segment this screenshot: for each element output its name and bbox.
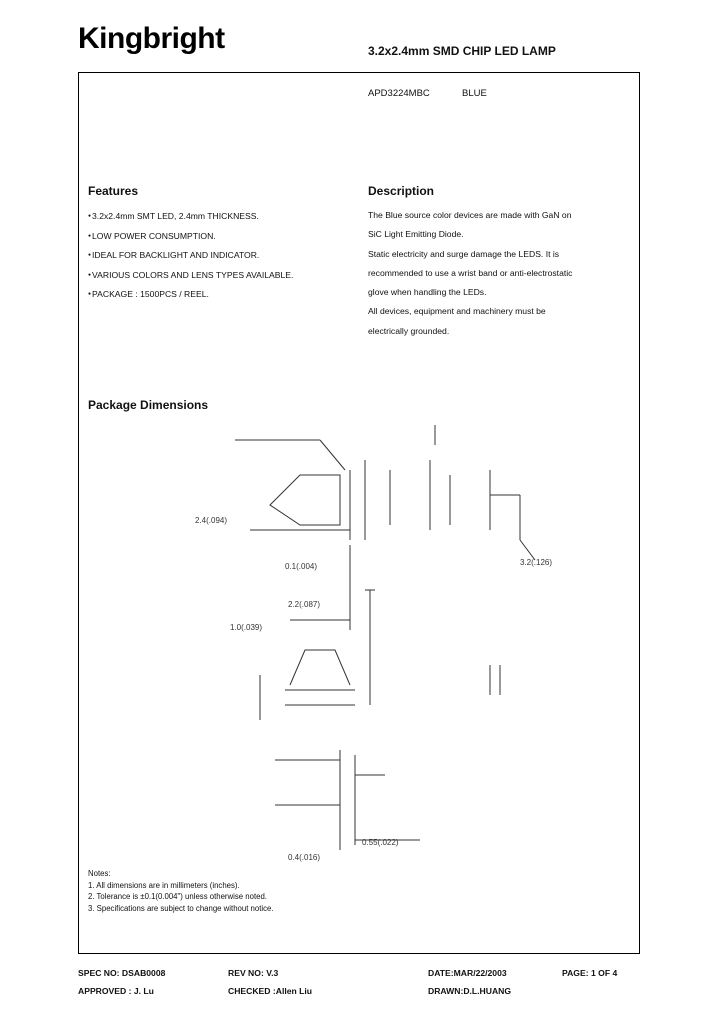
note-item: 1. All dimensions are in millimeters (inches). [88,880,240,890]
dim-label-c: 1.0(.039) [230,623,263,632]
dim-label-a: 0.1(.004) [285,562,318,571]
description-line: recommended to use a wrist band or anti-electrostatic [368,267,573,278]
description-title: Description [368,184,435,198]
page-number: PAGE: 1 OF 4 [562,968,618,978]
dim-label-g: 0.4(.016) [288,853,321,862]
document-date: DATE:MAR/22/2003 [428,968,507,978]
drawn-by: DRAWN:D.L.HUANG [428,986,512,996]
package-dimensions-title: Package Dimensions [88,398,209,412]
notes-title: Notes: [88,869,111,878]
description-line: glove when handling the LEDs. [368,287,487,298]
notes-block [88,868,274,914]
feature-item: ● 3.2x2.4mm SMT LED, 2.4mm THICKNESS. [88,207,293,227]
dim-label-d: 0.55(.022) [362,838,399,847]
description-line: The Blue source color devices are made with GaN on [368,210,572,220]
description-text [368,206,628,341]
emitting-color: BLUE [462,88,487,99]
approved-by: APPROVED : J. Lu [78,986,154,996]
description-line: Static electricity and surge damage the LEDS. It is [368,248,560,259]
feature-item: ● LOW POWER CONSUMPTION. [88,227,293,247]
revision-number: REV NO: V.3 [228,968,279,978]
part-number: APD3224MBC [368,88,430,99]
description-line: electrically grounded. [368,325,450,336]
feature-item: ● VARIOUS COLORS AND LENS TYPES AVAILABLE. [88,266,293,286]
dim-label-f: 2.4(.094) [195,516,228,525]
description-line: All devices, equipment and machinery must be [368,306,546,317]
features-list [88,207,293,305]
feature-item: ● IDEAL FOR BACKLIGHT AND INDICATOR. [88,246,293,266]
brand-logo: Kingbright [78,22,225,55]
feature-item: ● PACKAGE : 1500PCS / REEL. [88,285,293,305]
description-line: SiC Light Emitting Diode. [368,229,464,240]
note-item: 3. Specifications are subject to change without notice. [88,903,274,913]
spec-number: SPEC NO: DSAB0008 [78,968,166,978]
features-title: Features [88,184,139,198]
dim-label-b: 2.2(.087) [288,600,321,609]
checked-by: CHECKED :Allen Liu [228,986,313,996]
note-item: 2. Tolerance is ±0.1(0.004") unless otherwise noted. [88,892,267,901]
dim-label-e: 3.2(.126) [520,558,553,567]
package-dimensions-drawing [190,415,610,865]
document-title: 3.2x2.4mm SMD CHIP LED LAMP [368,44,556,58]
